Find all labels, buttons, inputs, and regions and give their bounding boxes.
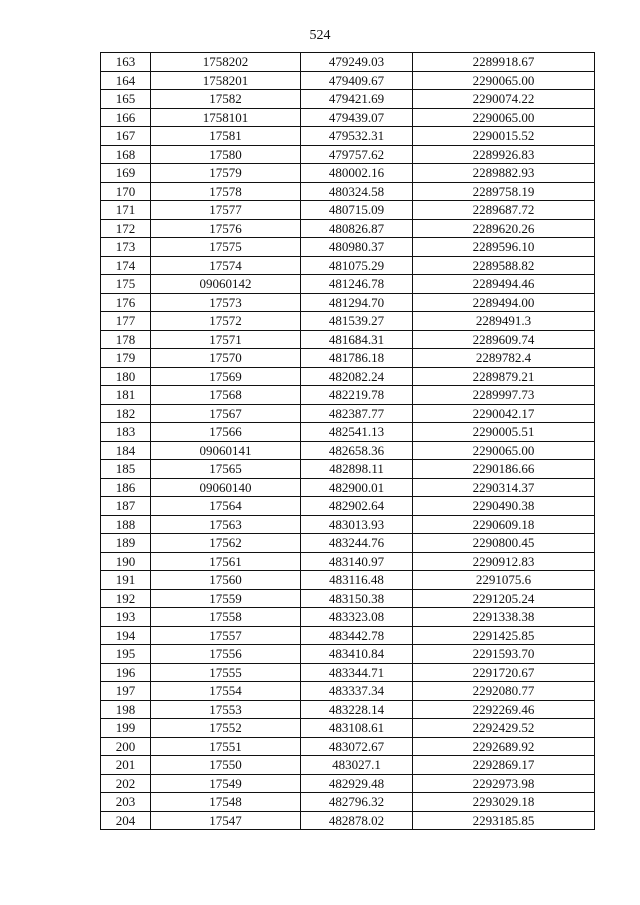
point-id-cell: 17570 [151,349,301,368]
x-coordinate-cell: 483072.67 [301,737,413,756]
row-index-cell: 190 [101,552,151,571]
x-coordinate-cell: 482082.24 [301,367,413,386]
table-row [101,275,595,294]
table-row [101,349,595,368]
point-id-cell: 17572 [151,312,301,331]
table-row [101,127,595,146]
point-id-cell: 17553 [151,700,301,719]
table-row [101,423,595,442]
x-coordinate-cell: 482387.77 [301,404,413,423]
y-coordinate-cell: 2290065.00 [413,108,595,127]
y-coordinate-cell: 2289491.3 [413,312,595,331]
point-id-cell: 17558 [151,608,301,627]
point-id-cell: 1758101 [151,108,301,127]
point-id-cell: 17569 [151,367,301,386]
point-id-cell: 17568 [151,386,301,405]
x-coordinate-cell: 479421.69 [301,90,413,109]
point-id-cell: 1758201 [151,71,301,90]
row-index-cell: 183 [101,423,151,442]
x-coordinate-cell: 483323.08 [301,608,413,627]
row-index-cell: 203 [101,793,151,812]
y-coordinate-cell: 2289494.00 [413,293,595,312]
row-index-cell: 204 [101,811,151,830]
y-coordinate-cell: 2289782.4 [413,349,595,368]
point-id-cell: 17571 [151,330,301,349]
page-number: 524 [309,28,331,43]
table-row [101,589,595,608]
table-row [101,108,595,127]
point-id-cell: 17565 [151,460,301,479]
x-coordinate-cell: 479409.67 [301,71,413,90]
table-row [101,71,595,90]
y-coordinate-cell: 2289758.19 [413,182,595,201]
x-coordinate-cell: 482900.01 [301,478,413,497]
x-coordinate-cell: 480715.09 [301,201,413,220]
table-row [101,460,595,479]
point-id-cell: 09060142 [151,275,301,294]
x-coordinate-cell: 479249.03 [301,53,413,72]
table-row [101,663,595,682]
row-index-cell: 176 [101,293,151,312]
table-row [101,626,595,645]
x-coordinate-cell: 483244.76 [301,534,413,553]
point-id-cell: 17563 [151,515,301,534]
table-row [101,219,595,238]
y-coordinate-cell: 2290186.66 [413,460,595,479]
row-index-cell: 182 [101,404,151,423]
point-id-cell: 17556 [151,645,301,664]
point-id-cell: 17555 [151,663,301,682]
x-coordinate-cell: 481246.78 [301,275,413,294]
row-index-cell: 184 [101,441,151,460]
table-row [101,201,595,220]
table-row [101,53,595,72]
table-row [101,608,595,627]
y-coordinate-cell: 2290074.22 [413,90,595,109]
x-coordinate-cell: 481294.70 [301,293,413,312]
y-coordinate-cell: 2289588.82 [413,256,595,275]
row-index-cell: 173 [101,238,151,257]
y-coordinate-cell: 2289997.73 [413,386,595,405]
point-id-cell: 09060141 [151,441,301,460]
point-id-cell: 09060140 [151,478,301,497]
point-id-cell: 17574 [151,256,301,275]
y-coordinate-cell: 2289596.10 [413,238,595,257]
y-coordinate-cell: 2290609.18 [413,515,595,534]
row-index-cell: 202 [101,774,151,793]
table-row [101,737,595,756]
row-index-cell: 166 [101,108,151,127]
x-coordinate-cell: 483116.48 [301,571,413,590]
coordinates-table [100,52,595,830]
x-coordinate-cell: 482658.36 [301,441,413,460]
row-index-cell: 179 [101,349,151,368]
table-row [101,515,595,534]
x-coordinate-cell: 482898.11 [301,460,413,479]
row-index-cell: 171 [101,201,151,220]
x-coordinate-cell: 481684.31 [301,330,413,349]
x-coordinate-cell: 483150.38 [301,589,413,608]
row-index-cell: 187 [101,497,151,516]
point-id-cell: 17581 [151,127,301,146]
point-id-cell: 17564 [151,497,301,516]
x-coordinate-cell: 483337.34 [301,682,413,701]
point-id-cell: 17567 [151,404,301,423]
row-index-cell: 180 [101,367,151,386]
point-id-cell: 17582 [151,90,301,109]
point-id-cell: 17575 [151,238,301,257]
row-index-cell: 197 [101,682,151,701]
y-coordinate-cell: 2290912.83 [413,552,595,571]
y-coordinate-cell: 2290015.52 [413,127,595,146]
x-coordinate-cell: 483410.84 [301,645,413,664]
row-index-cell: 177 [101,312,151,331]
point-id-cell: 17579 [151,164,301,183]
x-coordinate-cell: 482929.48 [301,774,413,793]
row-index-cell: 174 [101,256,151,275]
table-row [101,478,595,497]
table-row [101,330,595,349]
table-row [101,293,595,312]
y-coordinate-cell: 2291205.24 [413,589,595,608]
x-coordinate-cell: 479439.07 [301,108,413,127]
table-row [101,90,595,109]
table-row [101,534,595,553]
point-id-cell: 17566 [151,423,301,442]
row-index-cell: 168 [101,145,151,164]
y-coordinate-cell: 2291593.70 [413,645,595,664]
y-coordinate-cell: 2291338.38 [413,608,595,627]
table-row [101,552,595,571]
y-coordinate-cell: 2290800.45 [413,534,595,553]
row-index-cell: 191 [101,571,151,590]
table-body [101,53,595,830]
point-id-cell: 17552 [151,719,301,738]
point-id-cell: 17576 [151,219,301,238]
x-coordinate-cell: 482902.64 [301,497,413,516]
table-row [101,367,595,386]
y-coordinate-cell: 2291720.67 [413,663,595,682]
y-coordinate-cell: 2292080.77 [413,682,595,701]
point-id-cell: 17551 [151,737,301,756]
y-coordinate-cell: 2291425.85 [413,626,595,645]
x-coordinate-cell: 480980.37 [301,238,413,257]
row-index-cell: 181 [101,386,151,405]
row-index-cell: 199 [101,719,151,738]
table-row [101,256,595,275]
point-id-cell: 17573 [151,293,301,312]
y-coordinate-cell: 2292973.98 [413,774,595,793]
row-index-cell: 172 [101,219,151,238]
x-coordinate-cell: 479532.31 [301,127,413,146]
x-coordinate-cell: 483228.14 [301,700,413,719]
y-coordinate-cell: 2290065.00 [413,71,595,90]
point-id-cell: 17562 [151,534,301,553]
table-row [101,238,595,257]
table-row [101,793,595,812]
table-row [101,811,595,830]
row-index-cell: 163 [101,53,151,72]
y-coordinate-cell: 2289687.72 [413,201,595,220]
y-coordinate-cell: 2290314.37 [413,478,595,497]
row-index-cell: 185 [101,460,151,479]
point-id-cell: 17550 [151,756,301,775]
table-row [101,774,595,793]
y-coordinate-cell: 2293185.85 [413,811,595,830]
row-index-cell: 188 [101,515,151,534]
row-index-cell: 169 [101,164,151,183]
row-index-cell: 170 [101,182,151,201]
y-coordinate-cell: 2293029.18 [413,793,595,812]
x-coordinate-cell: 482219.78 [301,386,413,405]
x-coordinate-cell: 479757.62 [301,145,413,164]
point-id-cell: 17578 [151,182,301,201]
row-index-cell: 193 [101,608,151,627]
y-coordinate-cell: 2292429.52 [413,719,595,738]
y-coordinate-cell: 2289926.83 [413,145,595,164]
x-coordinate-cell: 482796.32 [301,793,413,812]
x-coordinate-cell: 483344.71 [301,663,413,682]
table-row [101,645,595,664]
row-index-cell: 192 [101,589,151,608]
y-coordinate-cell: 2289879.21 [413,367,595,386]
row-index-cell: 194 [101,626,151,645]
row-index-cell: 201 [101,756,151,775]
y-coordinate-cell: 2289918.67 [413,53,595,72]
table-row [101,164,595,183]
table-row [101,182,595,201]
table-row [101,145,595,164]
row-index-cell: 189 [101,534,151,553]
table-row [101,719,595,738]
point-id-cell: 17559 [151,589,301,608]
y-coordinate-cell: 2289494.46 [413,275,595,294]
table-row [101,756,595,775]
table-row [101,441,595,460]
y-coordinate-cell: 2292269.46 [413,700,595,719]
x-coordinate-cell: 483108.61 [301,719,413,738]
y-coordinate-cell: 2292869.17 [413,756,595,775]
y-coordinate-cell: 2290490.38 [413,497,595,516]
y-coordinate-cell: 2290065.00 [413,441,595,460]
x-coordinate-cell: 480826.87 [301,219,413,238]
x-coordinate-cell: 481786.18 [301,349,413,368]
x-coordinate-cell: 480324.58 [301,182,413,201]
table-row [101,404,595,423]
x-coordinate-cell: 482878.02 [301,811,413,830]
x-coordinate-cell: 481539.27 [301,312,413,331]
row-index-cell: 186 [101,478,151,497]
point-id-cell: 17554 [151,682,301,701]
table-row [101,571,595,590]
row-index-cell: 200 [101,737,151,756]
x-coordinate-cell: 483013.93 [301,515,413,534]
row-index-cell: 175 [101,275,151,294]
x-coordinate-cell: 480002.16 [301,164,413,183]
point-id-cell: 17557 [151,626,301,645]
y-coordinate-cell: 2289609.74 [413,330,595,349]
table-row [101,700,595,719]
table-row [101,386,595,405]
point-id-cell: 17561 [151,552,301,571]
table-row [101,312,595,331]
row-index-cell: 164 [101,71,151,90]
row-index-cell: 165 [101,90,151,109]
point-id-cell: 17549 [151,774,301,793]
x-coordinate-cell: 483140.97 [301,552,413,571]
y-coordinate-cell: 2291075.6 [413,571,595,590]
table-row [101,682,595,701]
row-index-cell: 195 [101,645,151,664]
point-id-cell: 17548 [151,793,301,812]
point-id-cell: 1758202 [151,53,301,72]
point-id-cell: 17577 [151,201,301,220]
y-coordinate-cell: 2292689.92 [413,737,595,756]
y-coordinate-cell: 2290005.51 [413,423,595,442]
row-index-cell: 167 [101,127,151,146]
row-index-cell: 196 [101,663,151,682]
row-index-cell: 178 [101,330,151,349]
x-coordinate-cell: 483442.78 [301,626,413,645]
table-row [101,497,595,516]
y-coordinate-cell: 2289620.26 [413,219,595,238]
x-coordinate-cell: 483027.1 [301,756,413,775]
point-id-cell: 17580 [151,145,301,164]
y-coordinate-cell: 2289882.93 [413,164,595,183]
point-id-cell: 17560 [151,571,301,590]
row-index-cell: 198 [101,700,151,719]
x-coordinate-cell: 481075.29 [301,256,413,275]
point-id-cell: 17547 [151,811,301,830]
x-coordinate-cell: 482541.13 [301,423,413,442]
y-coordinate-cell: 2290042.17 [413,404,595,423]
